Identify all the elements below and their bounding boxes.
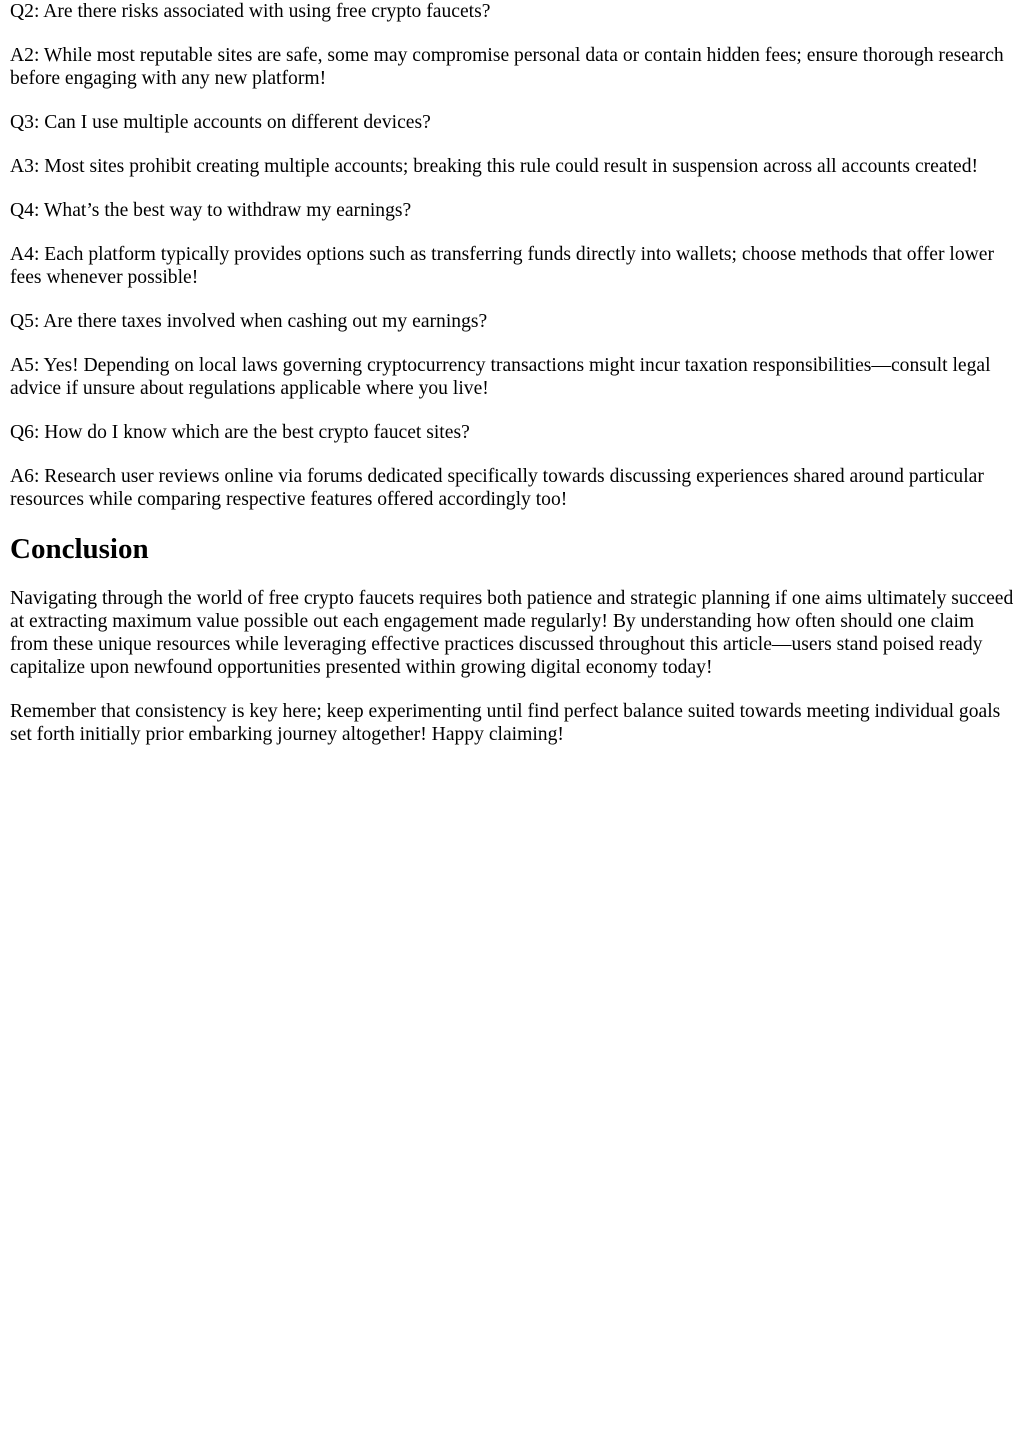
article-body [10,0,1014,767]
faq-section [10,0,1014,511]
faq-question-3: Q3: Can I use multiple accounts on different devices? [10,112,431,133]
conclusion-section [10,532,1014,746]
faq-answer-3: A3: Most sites prohibit creating multiple accounts; breaking this rule could result in suspension across all accounts created! [10,156,979,177]
faq-answer-6: A6: Research user reviews online via forums dedicated specifically towards discussing experiences shared around particular resources while comparing respective features offered accordingly too! [10,466,984,510]
faq-question-6: Q6: How do I know which are the best crypto faucet sites? [10,422,470,443]
conclusion-paragraph-1: Navigating through the world of free crypto faucets requires both patience and strategic planning if one aims ultimately succeed at extracting maximum value possible out each engagement made regularly! By understanding how often should one claim from these unique resources while leveraging effective practices discussed throughout this article—users stand poised ready capitalize upon newfound opportunities presented within growing digital economy today! [10,588,1014,678]
conclusion-paragraph-2: Remember that consistency is key here; keep experimenting until find perfect balance suited towards meeting individual goals set forth initially prior embarking journey altogether! Happy claiming! [10,701,1001,745]
faq-question-5: Q5: Are there taxes involved when cashing out my earnings? [10,311,488,332]
faq-answer-4: A4: Each platform typically provides options such as transferring funds directly into wallets; choose methods that offer lower fees whenever possible! [10,244,994,288]
faq-answer-2: A2: While most reputable sites are safe, some may compromise personal data or contain hidden fees; ensure thorough research before engaging with any new platform! [10,45,1004,89]
faq-answer-5: A5: Yes! Depending on local laws governing cryptocurrency transactions might incur taxation responsibilities—consult legal advice if unsure about regulations applicable where you live! [10,355,991,399]
faq-question-2: Q2: Are there risks associated with using free crypto faucets? [10,1,491,22]
conclusion-heading: Conclusion [10,533,149,565]
faq-question-4: Q4: What’s the best way to withdraw my earnings? [10,200,412,221]
